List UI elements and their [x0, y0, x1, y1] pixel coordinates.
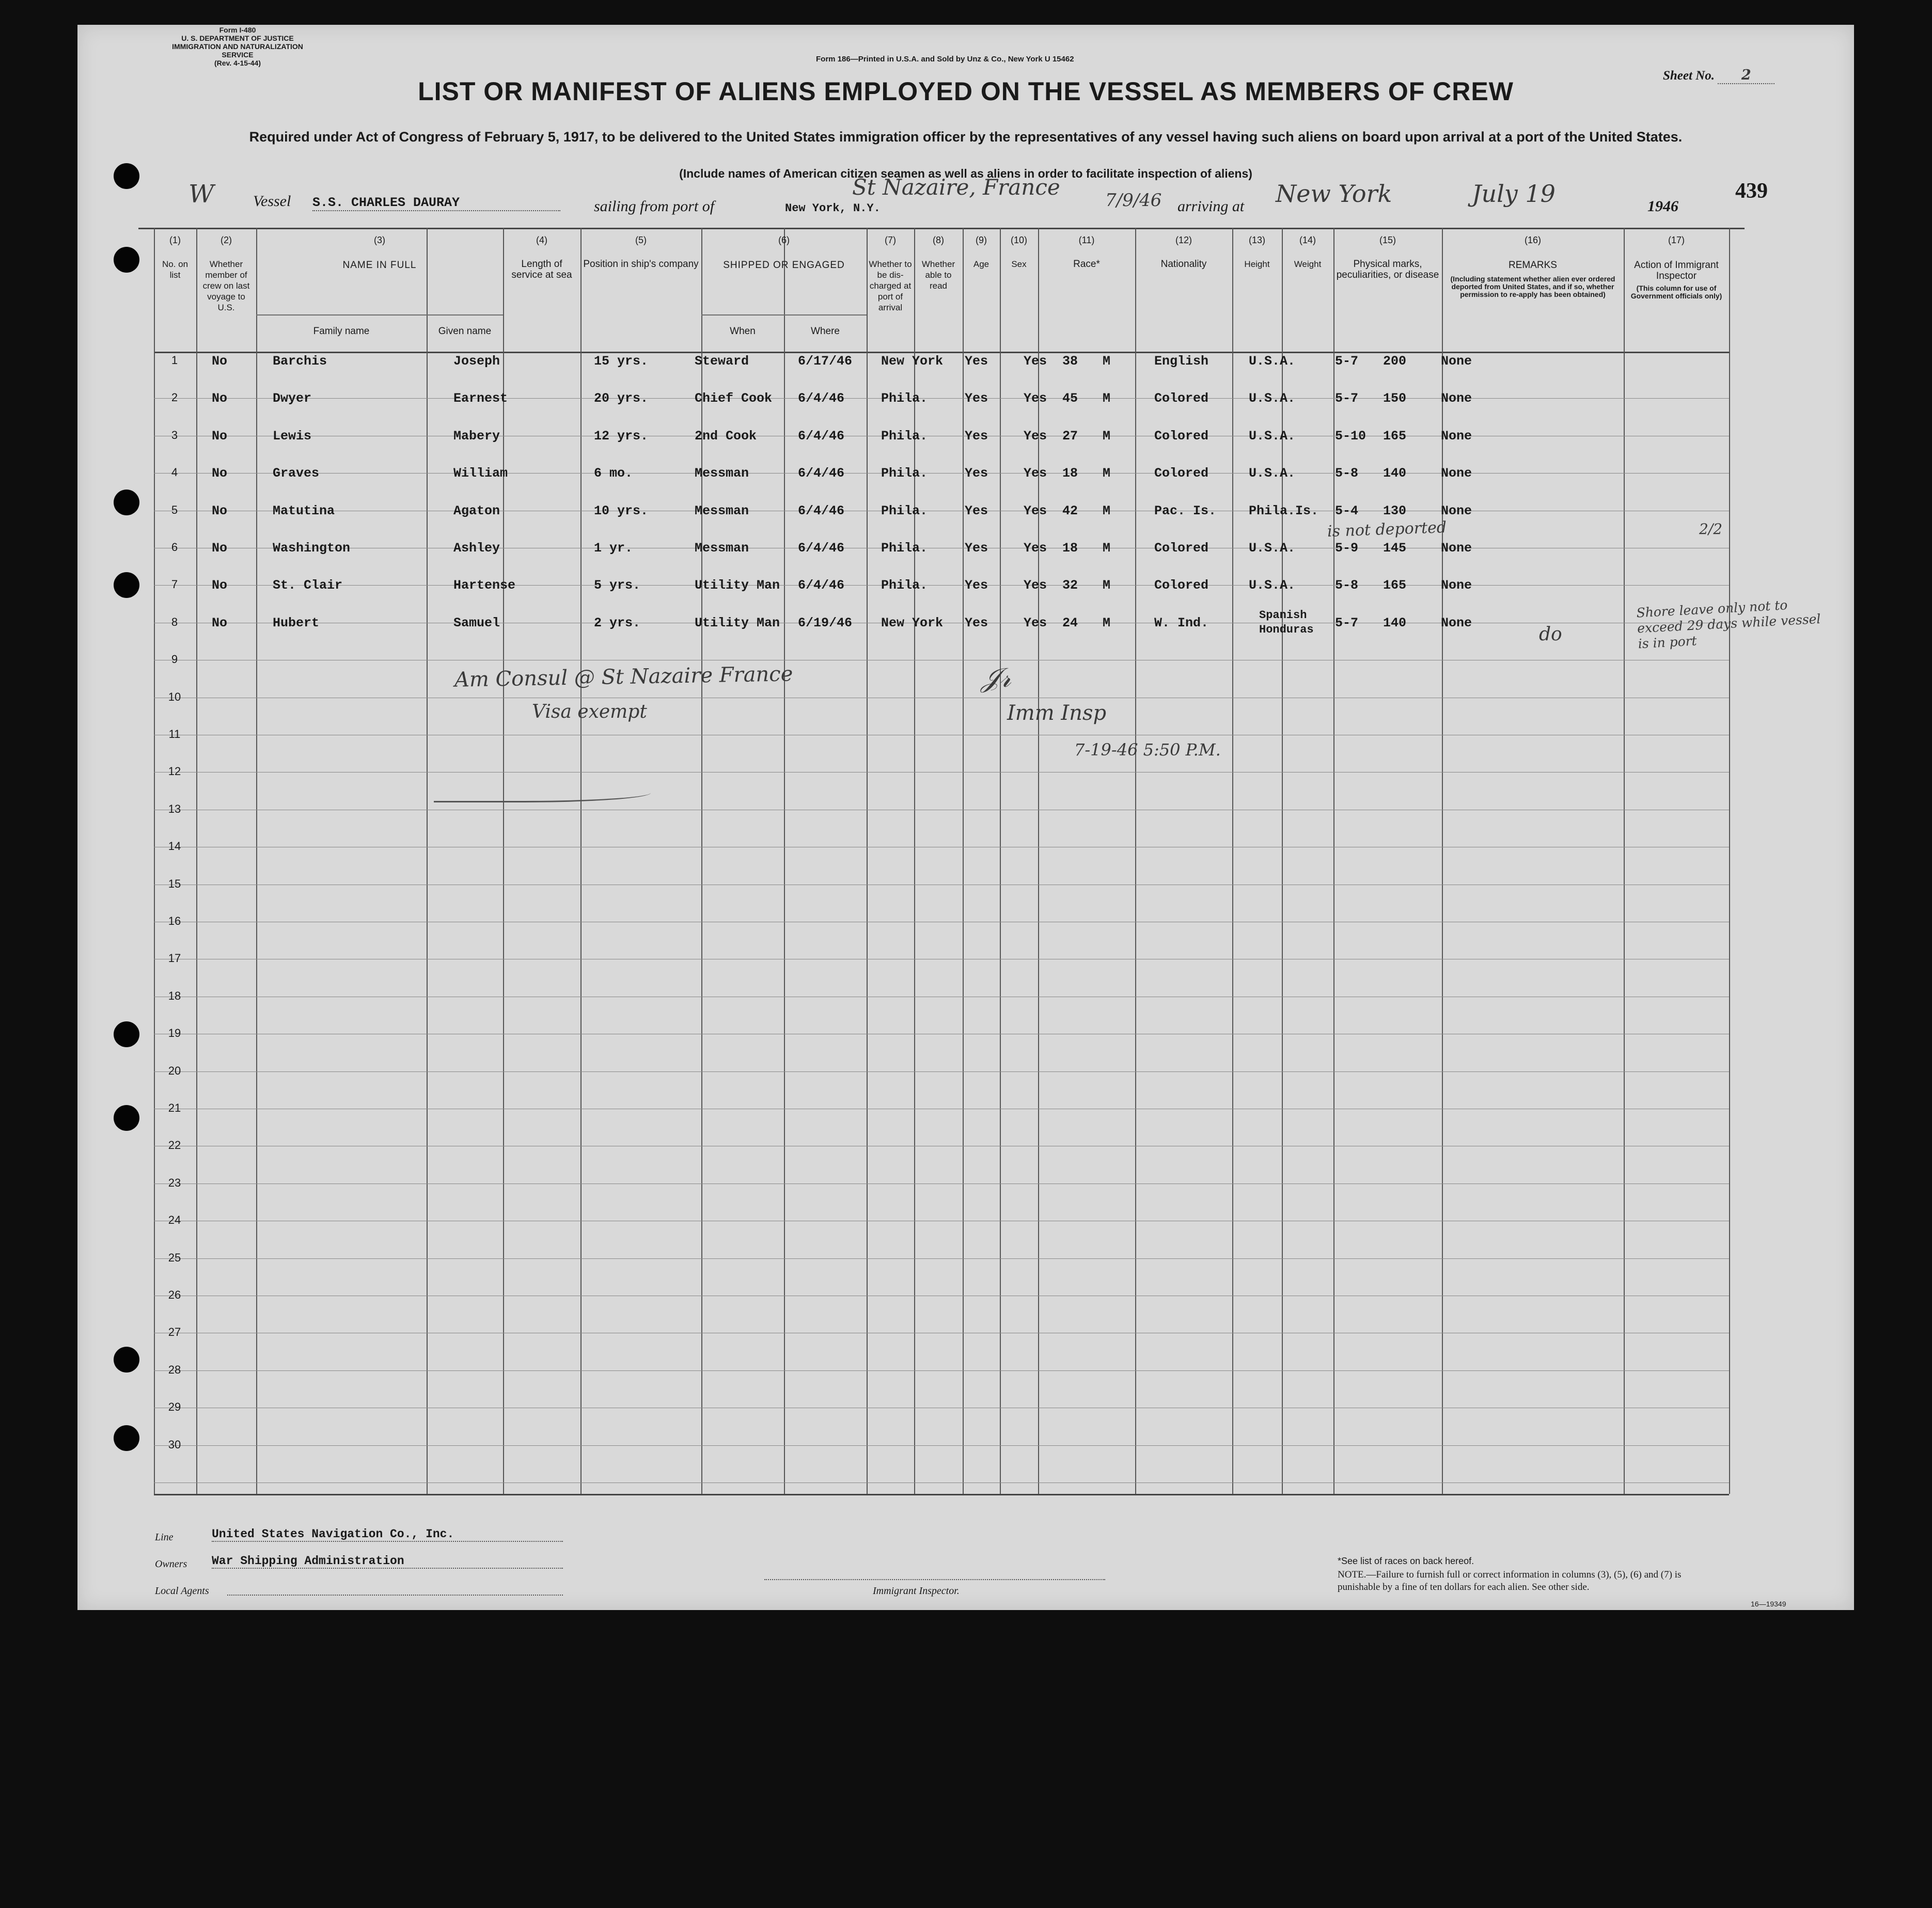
- crew-read: Yes: [1024, 391, 1047, 406]
- column-divider: [1135, 228, 1136, 1494]
- row-number: 12: [168, 765, 181, 778]
- crew-family: St. Clair: [273, 578, 343, 593]
- crew-discharged: Yes: [965, 466, 988, 481]
- column-header: No. on list: [162, 259, 189, 280]
- column-number: (8): [933, 235, 944, 245]
- crew-age: 38: [1062, 354, 1078, 369]
- crew-read: Yes: [1024, 503, 1047, 518]
- crew-height: 5-7: [1335, 354, 1359, 369]
- crew-service: 5 yrs.: [594, 578, 641, 593]
- row-number: 3: [171, 428, 178, 441]
- crew-discharged: Yes: [965, 578, 988, 593]
- crew-nationality: U.S.A.: [1249, 541, 1296, 556]
- crew-age: 18: [1062, 466, 1078, 481]
- punch-hole: [114, 490, 139, 515]
- row-number: 1: [171, 354, 178, 367]
- crew-last-voyage: No: [212, 541, 228, 556]
- crew-discharged: Yes: [965, 428, 988, 444]
- row-number: 10: [168, 690, 181, 703]
- crew-weight: 130: [1383, 503, 1407, 518]
- arrival-year: 1946: [1647, 198, 1678, 215]
- column-number: (6): [778, 235, 790, 245]
- row-divider: [154, 1258, 1729, 1259]
- row-number: 13: [168, 802, 181, 815]
- crew-family: Dwyer: [273, 391, 312, 406]
- vessel-name: S.S. CHARLES DAURAY: [312, 195, 560, 211]
- crew-last-voyage: No: [212, 428, 228, 444]
- arriving-date-handwritten: July 19: [1472, 180, 1556, 208]
- row-number: 21: [168, 1101, 181, 1114]
- column-header: Height: [1244, 259, 1270, 269]
- column-subheader: Family name: [313, 326, 370, 337]
- row-number: 2: [171, 391, 178, 404]
- row-number: 24: [168, 1213, 181, 1227]
- crew-read: Yes: [1024, 466, 1047, 481]
- crew-given: Mabery: [453, 428, 500, 444]
- crew-position: Messman: [695, 503, 749, 518]
- revision: (Rev. 4-15-44): [214, 59, 261, 67]
- row-number: 26: [168, 1288, 181, 1301]
- crew-where: Phila.: [881, 578, 928, 593]
- crew-service: 15 yrs.: [594, 354, 649, 369]
- header-bottom-border: [154, 352, 1729, 353]
- column-number: (10): [1010, 235, 1027, 245]
- crew-last-voyage: No: [212, 503, 228, 518]
- crew-when: 6/4/46: [798, 578, 845, 593]
- crew-age: 18: [1062, 541, 1078, 556]
- column-divider: [963, 228, 964, 1494]
- row-number: 15: [168, 877, 181, 890]
- column-divider: [256, 228, 257, 1494]
- column-divider: [701, 228, 702, 1494]
- crew-last-voyage: No: [212, 466, 228, 481]
- column-number: (17): [1668, 235, 1685, 245]
- column-number: (3): [374, 235, 385, 245]
- vessel-label: Vessel: [253, 193, 291, 210]
- row-number: 7: [171, 578, 178, 591]
- column-divider: [580, 228, 582, 1494]
- arriving-label: arriving at: [1177, 198, 1245, 215]
- crew-position: 2nd Cook: [695, 428, 757, 444]
- crew-family: Washington: [273, 541, 351, 556]
- column-header: NAME IN FULL: [342, 260, 417, 271]
- punch-hole: [114, 247, 139, 273]
- column-header: Age: [973, 259, 989, 269]
- column-divider: [154, 228, 155, 1494]
- inspector-note: Imm Insp: [1007, 701, 1107, 725]
- crew-last-voyage: No: [212, 578, 228, 593]
- row-number: 29: [168, 1400, 181, 1414]
- crew-service: 2 yrs.: [594, 615, 641, 630]
- crew-marks: None: [1441, 578, 1472, 593]
- crew-family: Hubert: [273, 615, 320, 630]
- row-divider: [154, 398, 1729, 399]
- crew-where: Phila.: [881, 503, 928, 518]
- crew-discharged: Yes: [965, 541, 988, 556]
- agents-line: [227, 1595, 563, 1596]
- row-number: 16: [168, 914, 181, 927]
- table-bottom-border: [154, 1494, 1729, 1495]
- crew-where: Phila.: [881, 466, 928, 481]
- column-divider: [1729, 228, 1730, 1494]
- crew-service: 10 yrs.: [594, 503, 649, 518]
- crew-race: W. Ind.: [1154, 615, 1209, 630]
- crew-when: 6/4/46: [798, 503, 845, 518]
- column-number: (4): [536, 235, 547, 245]
- crew-race: Colored: [1154, 578, 1209, 593]
- crew-age: 45: [1062, 391, 1078, 406]
- crew-discharged: Yes: [965, 503, 988, 518]
- remark-row8: do: [1539, 624, 1562, 645]
- punch-hole: [114, 1425, 139, 1451]
- row-number: 23: [168, 1176, 181, 1189]
- crew-service: 1 yr.: [594, 541, 633, 556]
- fine-note: NOTE.—Failure to furnish full or correct information in columns (3), (5), (6) and (7) is punishable by a fine of ten dollars for each alien. See other side.: [1338, 1569, 1682, 1592]
- arriving-port-handwritten: New York: [1276, 180, 1392, 208]
- punch-hole: [114, 1021, 139, 1047]
- crew-sex: M: [1103, 354, 1111, 369]
- row-number: 19: [168, 1027, 181, 1040]
- column-header: Race*: [1073, 259, 1100, 270]
- row-number: 14: [168, 840, 181, 853]
- row-number: 8: [171, 615, 178, 628]
- line-value: United States Navigation Co., Inc.: [212, 1527, 563, 1542]
- column-header: Weight: [1294, 259, 1322, 269]
- crew-height: 5-10: [1335, 428, 1366, 444]
- crew-where: Phila.: [881, 391, 928, 406]
- crew-when: 6/4/46: [798, 541, 845, 556]
- column-number: (14): [1299, 235, 1316, 245]
- crew-family: Barchis: [273, 354, 327, 369]
- column-number: (16): [1524, 235, 1541, 245]
- row-number: 11: [168, 728, 181, 740]
- crew-weight: 150: [1383, 391, 1407, 406]
- crew-when: 6/4/46: [798, 428, 845, 444]
- crew-nationality: U.S.A.: [1249, 578, 1296, 593]
- column-header: Length of service at sea: [511, 259, 572, 280]
- printer-note: Form 186—Printed in U.S.A. and Sold by Unz & Co., New York U 15462: [816, 55, 1074, 64]
- owners-label: Owners: [155, 1558, 187, 1570]
- crew-sex: M: [1103, 428, 1111, 444]
- crew-weight: 140: [1383, 615, 1407, 630]
- punch-hole: [114, 1105, 139, 1131]
- sailing-label: sailing from port of: [594, 198, 715, 215]
- column-header: SHIPPED OR ENGAGED: [723, 260, 845, 271]
- crew-sex: M: [1103, 466, 1111, 481]
- crew-last-voyage: No: [212, 354, 228, 369]
- document-subnote: (Include names of American citizen seamen as well as aliens in order to facilitate inspection of aliens): [679, 167, 1252, 180]
- crew-height: 5-8: [1335, 466, 1359, 481]
- inspector-signature-line: [764, 1579, 1105, 1580]
- column-divider: [1038, 228, 1039, 1494]
- sailing-port-handwritten: St Nazaire, France: [852, 175, 1060, 200]
- column-divider: [503, 228, 504, 1494]
- crew-age: 27: [1062, 428, 1078, 444]
- column-number: (12): [1175, 235, 1192, 245]
- column-subheader: Where: [811, 326, 840, 337]
- crew-when: 6/4/46: [798, 391, 845, 406]
- crew-position: Chief Cook: [695, 391, 773, 406]
- row-number: 25: [168, 1251, 181, 1264]
- column-header: Nationality: [1160, 259, 1207, 270]
- pen-stroke: [434, 786, 651, 802]
- column-divider: [1232, 228, 1233, 1494]
- crew-read: Yes: [1024, 541, 1047, 556]
- department: U. S. DEPARTMENT OF JUSTICE: [181, 34, 294, 42]
- row-number: 27: [168, 1326, 181, 1339]
- crew-given: Ashley: [453, 541, 500, 556]
- document-title: LIST OR MANIFEST OF ALIENS EMPLOYED ON THE VESSEL AS MEMBERS OF CREW: [418, 77, 1514, 106]
- crew-height: 5-7: [1335, 391, 1359, 406]
- crew-last-voyage: No: [212, 615, 228, 630]
- crew-where: New York: [881, 354, 944, 369]
- inspector-signature: 𝒥𝓇: [981, 663, 1011, 693]
- row-number: 30: [168, 1438, 181, 1451]
- manifest-sheet: [77, 25, 1854, 1610]
- crew-when: 6/17/46: [798, 354, 853, 369]
- crew-discharged: Yes: [965, 391, 988, 406]
- form-code: 16—19349: [1751, 1600, 1786, 1608]
- crew-when: 6/19/46: [798, 615, 853, 630]
- crew-discharged: Yes: [965, 615, 988, 630]
- column-number: (2): [221, 235, 232, 245]
- row-number: 20: [168, 1064, 181, 1077]
- crew-position: Utility Man: [695, 578, 780, 593]
- crew-sex: M: [1103, 578, 1111, 593]
- crew-marks: None: [1441, 354, 1472, 369]
- column-header: Sex: [1011, 259, 1027, 269]
- owners-value: War Shipping Administration: [212, 1554, 563, 1569]
- column-header: Whether able to read: [921, 259, 955, 291]
- crew-race: Colored: [1154, 428, 1209, 444]
- column-divider: [1000, 228, 1001, 1494]
- column-divider: [784, 228, 785, 1494]
- crew-where: Phila.: [881, 541, 928, 556]
- column-subheader: (This column for use of Government officials only): [1630, 284, 1722, 300]
- row-number: 9: [171, 653, 178, 666]
- row-number: 28: [168, 1363, 181, 1376]
- crew-read: Yes: [1024, 428, 1047, 444]
- crew-given: Earnest: [453, 391, 508, 406]
- row-divider: [154, 585, 1729, 586]
- crew-sex: M: [1103, 615, 1111, 630]
- action-row5: 2/2: [1699, 521, 1723, 538]
- table-top-border: [138, 228, 1745, 229]
- crew-height: 5-9: [1335, 541, 1359, 556]
- crew-height: 5-7: [1335, 615, 1359, 630]
- inspector-label: Immigrant Inspector.: [873, 1585, 960, 1597]
- crew-discharged: Yes: [965, 354, 988, 369]
- column-number: (5): [635, 235, 647, 245]
- row-divider: [154, 1445, 1729, 1446]
- column-header: Whether to be dis- charged at port of arrival: [869, 259, 912, 312]
- crew-marks: None: [1441, 466, 1472, 481]
- crew-weight: 200: [1383, 354, 1407, 369]
- column-number: (7): [885, 235, 896, 245]
- crew-sex: M: [1103, 503, 1111, 518]
- crew-sex: M: [1103, 391, 1111, 406]
- column-divider: [427, 228, 428, 1494]
- row-number: 5: [171, 503, 178, 516]
- crew-height: 5-8: [1335, 578, 1359, 593]
- crew-weight: 145: [1383, 541, 1407, 556]
- crew-nationality: Phila.Is.: [1249, 503, 1319, 518]
- column-divider: [1282, 228, 1283, 1494]
- row-number: 17: [168, 952, 181, 965]
- crew-race: Colored: [1154, 391, 1209, 406]
- column-subheader: When: [730, 326, 756, 337]
- crew-when: 6/4/46: [798, 466, 845, 481]
- crew-nationality: U.S.A.: [1249, 428, 1296, 444]
- crew-weight: 165: [1383, 578, 1407, 593]
- crew-nationality: U.S.A.: [1249, 354, 1296, 369]
- row-number: 4: [171, 466, 178, 479]
- line-label: Line: [155, 1532, 174, 1543]
- crew-given: Hartense: [453, 578, 516, 593]
- crew-read: Yes: [1024, 578, 1047, 593]
- punch-hole: [114, 1347, 139, 1373]
- sailing-port-typed: New York, N.Y.: [785, 202, 881, 215]
- crew-given: Agaton: [453, 503, 500, 518]
- crew-given: Joseph: [453, 354, 500, 369]
- agents-label: Local Agents: [155, 1585, 209, 1597]
- row-divider: [154, 473, 1729, 474]
- crew-sex: M: [1103, 541, 1111, 556]
- row-number: 18: [168, 989, 181, 1002]
- crew-position: Utility Man: [695, 615, 780, 630]
- crew-service: 12 yrs.: [594, 428, 649, 444]
- column-divider: [1442, 228, 1443, 1494]
- column-number: (15): [1379, 235, 1396, 245]
- action-row8: Shore leave only not to exceed 29 days while vessel is in port: [1636, 597, 1821, 652]
- crew-marks: None: [1441, 615, 1472, 630]
- crew-position: Steward: [695, 354, 749, 369]
- crew-race: Pac. Is.: [1154, 503, 1217, 518]
- column-divider: [867, 228, 868, 1494]
- row-divider: [154, 1370, 1729, 1371]
- crew-height: 5-4: [1335, 503, 1359, 518]
- column-divider: [1333, 228, 1334, 1494]
- column-divider: [1624, 228, 1625, 1494]
- crew-service: 6 mo.: [594, 466, 633, 481]
- crew-family: Matutina: [273, 503, 335, 518]
- crew-race: Colored: [1154, 466, 1209, 481]
- crew-nationality: U.S.A.: [1249, 466, 1296, 481]
- punch-hole: [114, 572, 139, 598]
- column-subheader: (Including statement whether alien ever ordered deported from United States, and if so, whether permission to re-apply has been obtained): [1450, 275, 1615, 298]
- column-divider: [914, 228, 915, 1494]
- inspector-date: 7-19-46 5:50 P.M.: [1074, 740, 1221, 760]
- crew-position: Messman: [695, 466, 749, 481]
- form-header: [160, 26, 315, 67]
- crew-race: Colored: [1154, 541, 1209, 556]
- crew-weight: 140: [1383, 466, 1407, 481]
- crew-read: Yes: [1024, 615, 1047, 630]
- column-number: (13): [1248, 235, 1265, 245]
- column-header: Position in ship's company: [583, 259, 699, 270]
- column-header: Action of Immigrant Inspector: [1634, 260, 1719, 281]
- sheet-label: Sheet No.: [1663, 69, 1715, 83]
- remark-row5: is not deported: [1327, 518, 1447, 541]
- crew-marks: None: [1441, 391, 1472, 406]
- row-number: 6: [171, 541, 178, 554]
- column-header: Whether member of crew on last voyage to U.S.: [202, 259, 250, 312]
- crew-service: 20 yrs.: [594, 391, 649, 406]
- row-number: 22: [168, 1139, 181, 1152]
- consul-note: Am Consul @ St Nazaire France: [454, 662, 793, 692]
- document-subtitle: Required under Act of Congress of February 5, 1917, to be delivered to the United States immigration officer by the representatives of any vessel having such aliens on board upon arrival at a port of the United States.: [249, 129, 1683, 145]
- visa-note: Visa exempt: [532, 701, 647, 722]
- column-header: Physical marks, peculiarities, or disease: [1336, 259, 1439, 280]
- races-note: *See list of races on back hereof.: [1338, 1556, 1474, 1566]
- crew-marks: None: [1441, 428, 1472, 444]
- page-number: 439: [1735, 179, 1768, 203]
- service: IMMIGRATION AND NATURALIZATION SERVICE: [172, 42, 303, 59]
- column-number: (11): [1078, 235, 1095, 245]
- form-number: Form I-480: [219, 26, 256, 34]
- crew-where: Phila.: [881, 428, 928, 444]
- crew-position: Messman: [695, 541, 749, 556]
- crew-where: New York: [881, 615, 944, 630]
- column-divider: [196, 228, 197, 1494]
- crew-weight: 165: [1383, 428, 1407, 444]
- crew-age: 24: [1062, 615, 1078, 630]
- sailing-date-handwritten: 7/9/46: [1105, 190, 1162, 211]
- crew-family: Graves: [273, 466, 320, 481]
- crew-given: Samuel: [453, 615, 500, 630]
- vessel-handwritten-mark: W: [189, 180, 214, 209]
- crew-nationality: U.S.A.: [1249, 391, 1296, 406]
- crew-age: 32: [1062, 578, 1078, 593]
- crew-race: English: [1154, 354, 1209, 369]
- crew-marks: None: [1441, 503, 1472, 518]
- subheader-line: [701, 314, 867, 316]
- row-divider: [154, 1071, 1729, 1072]
- column-number: (9): [976, 235, 987, 245]
- crew-marks: None: [1441, 541, 1472, 556]
- sheet-value: 2: [1718, 67, 1774, 84]
- column-header: REMARKS: [1509, 260, 1557, 271]
- column-subheader: Given name: [438, 326, 492, 337]
- crew-nationality: Spanish Honduras: [1259, 608, 1314, 636]
- crew-given: William: [453, 466, 508, 481]
- column-number: (1): [169, 235, 181, 245]
- crew-last-voyage: No: [212, 391, 228, 406]
- crew-read: Yes: [1024, 354, 1047, 369]
- subheader-line: [256, 314, 503, 316]
- crew-age: 42: [1062, 503, 1078, 518]
- crew-family: Lewis: [273, 428, 312, 444]
